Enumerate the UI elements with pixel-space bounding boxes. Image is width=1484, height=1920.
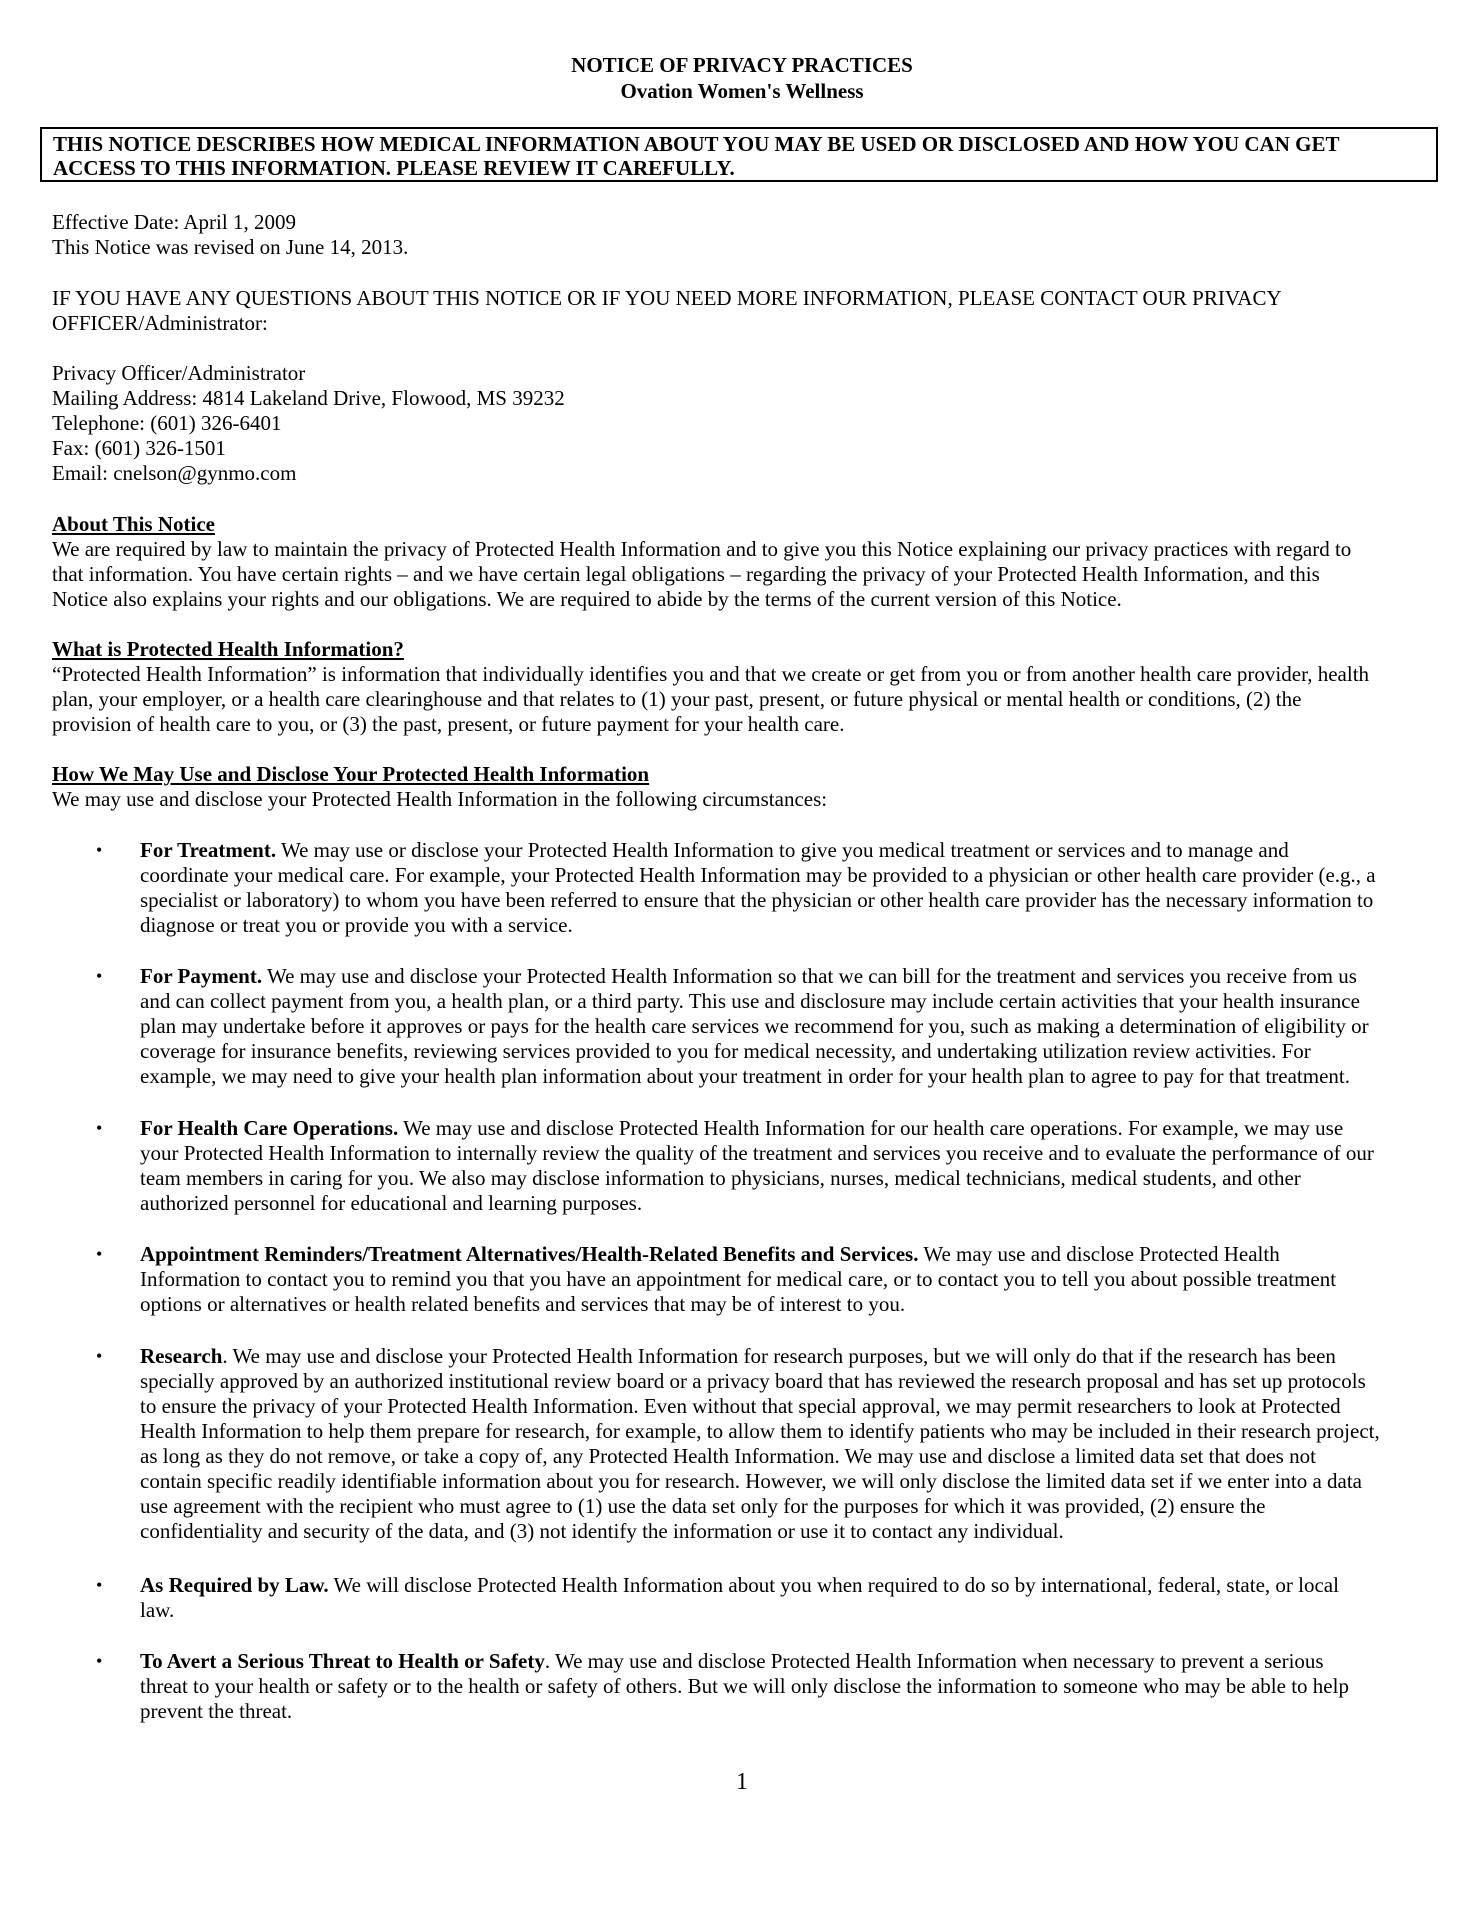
notice-warning-box [40, 127, 1438, 182]
bullet-line: and can collect payment from you, a health plan, or a third party. This use and disclosure may include certain activities that your health insurance [140, 989, 1360, 1013]
bullet-title: For Health Care Operations. [140, 1116, 399, 1140]
bullet-icon: • [96, 1244, 103, 1264]
bullet-icon: • [96, 840, 103, 860]
bullet-line: specially approved by an authorized institutional review board or a privacy board that has reviewed the research proposal and has set up protocols [140, 1369, 1366, 1393]
bullet-line: plan may undertake before it approves or pays for the health care services we recommend for you, such as making a determination of eligibility or [140, 1014, 1369, 1038]
bullet-line: law. [140, 1598, 175, 1622]
questions-section [52, 286, 1437, 336]
document-title: NOTICE OF PRIVACY PRACTICES [571, 53, 913, 77]
contact-telephone: Telephone: (601) 326-6401 [52, 411, 282, 435]
contact-name: Privacy Officer/Administrator [52, 361, 306, 385]
dates-section [52, 210, 1437, 260]
about-section [52, 512, 1437, 612]
bullet-line: authorized personnel for educational and learning purposes. [140, 1191, 643, 1215]
section-heading: What is Protected Health Information? [52, 637, 404, 661]
effective-date: Effective Date: April 1, 2009 [52, 210, 296, 234]
contact-email[interactable]: Email: cnelson@gynmo.com [52, 461, 297, 485]
bullet-line: your Protected Health Information to internally review the quality of the treatment and services you receive and to evaluate the performance of our [140, 1141, 1374, 1165]
bullet-line: contain specific readily identifiable information about you for research. However, we will only disclose the limited data set if we enter into a data [140, 1469, 1362, 1493]
bullet-icon: • [96, 1346, 103, 1366]
bullet-icon: • [96, 1651, 103, 1671]
paragraph-line: that information. You have certain rights – and we have certain legal obligations – regarding the privacy of your Protected Health Information, and this [52, 562, 1320, 586]
document-title-block [0, 52, 1484, 104]
section-heading: About This Notice [52, 512, 215, 536]
bullet-line: specialist or laboratory) to whom you have been referred to ensure that the physician or other health care provider has the necessary information to [140, 888, 1374, 912]
bullet-line: team members in caring for you. We also may disclose information to physicians, nurses, medical technicians, medical students, and other [140, 1166, 1301, 1190]
bullet-icon: • [96, 966, 103, 986]
revised-date: This Notice was revised on June 14, 2013. [52, 235, 409, 259]
notice-box-line: THIS NOTICE DESCRIBES HOW MEDICAL INFORMATION ABOUT YOU MAY BE USED OR DISCLOSED AND HOW YOU CAN GET [53, 132, 1340, 156]
page-number: 1 [736, 1769, 748, 1795]
bullet-line: coverage for insurance benefits, reviewing services provided to you for medical necessity, and undertaking utilization review activities. For [140, 1039, 1311, 1063]
bullet-icon: • [96, 1118, 103, 1138]
bullet-line: We may use and disclose your Protected Health Information so that we can bill for the treatment and services you receive from us [262, 964, 1357, 988]
contact-section [52, 361, 1437, 486]
bullet-line: coordinate your medical care. For example, your Protected Health Information may be provided to a physician or other health care provider (e.g., a [140, 863, 1376, 887]
how-we-use-section [52, 762, 1437, 812]
paragraph-line: plan, your employer, or a health care clearinghouse and that relates to (1) your past, present, or future physical or mental health or conditions, (2) the [52, 687, 1302, 711]
bullet-title: Appointment Reminders/Treatment Alternatives/Health-Related Benefits and Services. [140, 1242, 919, 1266]
notice-box-line: ACCESS TO THIS INFORMATION. PLEASE REVIEW IT CAREFULLY. [53, 156, 735, 180]
paragraph-line: provision of health care to you, or (3) the past, present, or future payment for your health care. [52, 712, 845, 736]
paragraph-line: We are required by law to maintain the privacy of Protected Health Information and to give you this Notice explaining our privacy practices with regard to [52, 537, 1352, 561]
bullet-line: . We may use and disclose your Protected Health Information for research purposes, but we will only do that if the research has been [222, 1344, 1336, 1368]
bullet-title: To Avert a Serious Threat to Health or Safety [140, 1649, 545, 1673]
bullet-line: We may use or disclose your Protected Health Information to give you medical treatment or services and to manage and [276, 838, 1289, 862]
bullet-line: example, we may need to give your health plan information about your treatment in order for your health plan to agree to pay for that treatment. [140, 1064, 1351, 1088]
bullet-title: For Treatment. [140, 838, 277, 862]
bullet-line: We will disclose Protected Health Information about you when required to do so by international, federal, state, or local [328, 1573, 1339, 1597]
contact-fax: Fax: (601) 326-1501 [52, 436, 226, 460]
bullet-line: use agreement with the recipient who must agree to (1) use the data set only for the purposes for which it was provided, (2) ensure the [140, 1494, 1266, 1518]
bullet-line: prevent the threat. [140, 1699, 293, 1723]
bullet-line: We may use and disclose Protected Health [918, 1242, 1280, 1266]
section-heading: How We May Use and Disclose Your Protected Health Information [52, 762, 650, 786]
questions-line: OFFICER/Administrator: [52, 311, 268, 335]
bullet-title: For Payment. [140, 964, 263, 988]
questions-line: IF YOU HAVE ANY QUESTIONS ABOUT THIS NOTICE OR IF YOU NEED MORE INFORMATION, PLEASE CONTACT OUR PRIVACY [52, 286, 1282, 310]
bullet-line: to ensure the privacy of your Protected Health Information. Even without that special approval, we may permit researchers to look at Protected [140, 1394, 1341, 1418]
what-is-phi-section [52, 637, 1437, 737]
bullet-line: threat to your health or safety or to the health or safety of others. But we will only disclose the information to someone who may be able to help [140, 1674, 1349, 1698]
paragraph-line: “Protected Health Information” is information that individually identifies you and that we create or get from you or from another health care provider, health [52, 662, 1370, 686]
bullet-line: We may use and disclose Protected Health Information for our health care operations. For example, we may use [398, 1116, 1344, 1140]
bullet-line: Information to contact you to remind you that you have an appointment for medical care, or to contact you to tell you about possible treatment [140, 1267, 1337, 1291]
bullet-line: Health Information to help them prepare for research, for example, to allow them to identify patients who may be included in their research project, [140, 1419, 1380, 1443]
bullet-line: as long as they do not remove, or take a copy of, any Protected Health Information. We may use and disclose a limited data set that does not [140, 1444, 1316, 1468]
bullet-line: diagnose or treat you or provide you with a service. [140, 913, 573, 937]
bullet-icon: • [96, 1575, 103, 1595]
bullet-line: . We may use and disclose Protected Health Information when necessary to prevent a serious [544, 1649, 1324, 1673]
paragraph-line: Notice also explains your rights and our obligations. We are required to abide by the terms of the current version of this Notice. [52, 587, 1122, 611]
paragraph-line: We may use and disclose your Protected Health Information in the following circumstances: [52, 787, 828, 811]
bullet-line: options or alternatives or health related benefits and services that may be of interest to you. [140, 1292, 906, 1316]
organization-name: Ovation Women's Wellness [620, 79, 864, 103]
bullet-line: confidentiality and security of the data, and (3) not identify the information or use it to contact any individual. [140, 1519, 1064, 1543]
contact-address: Mailing Address: 4814 Lakeland Drive, Flowood, MS 39232 [52, 386, 565, 410]
bullet-title: As Required by Law. [140, 1573, 329, 1597]
bullet-title: Research [140, 1344, 223, 1368]
